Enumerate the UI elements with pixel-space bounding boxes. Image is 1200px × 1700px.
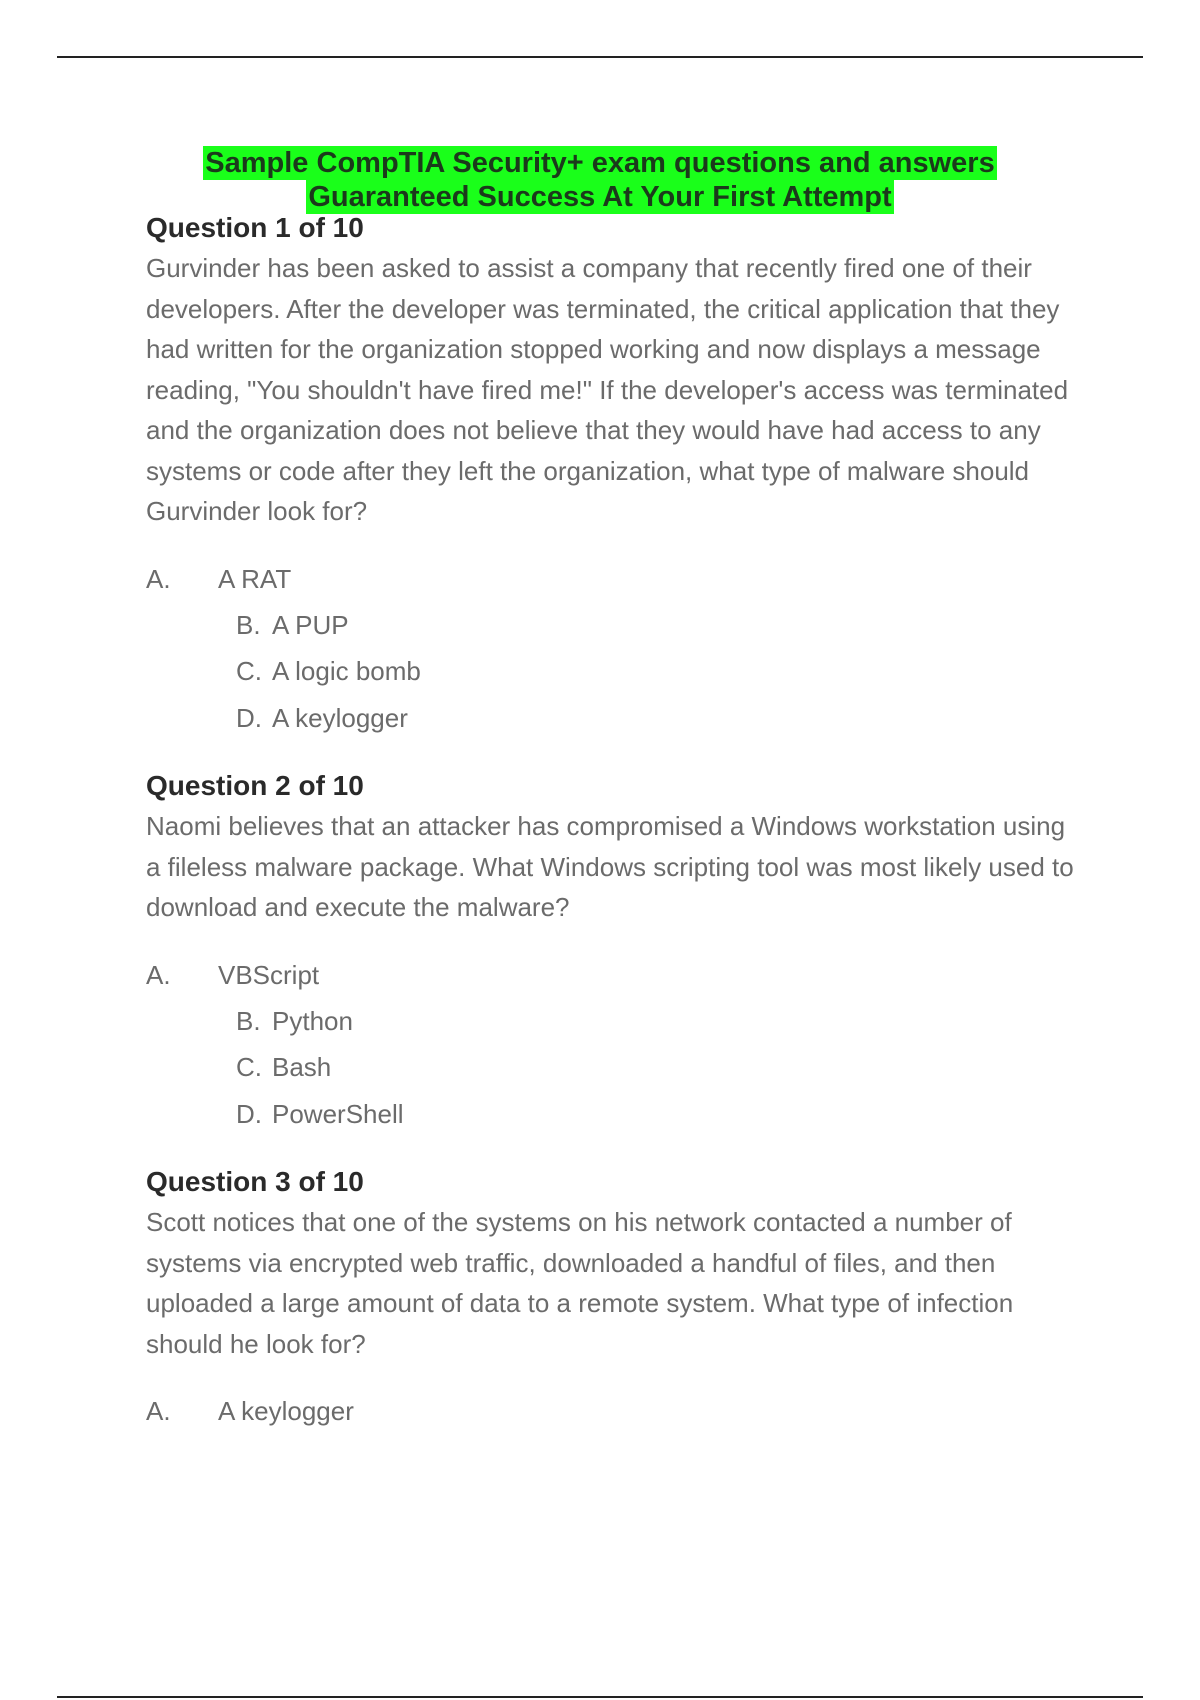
- option-letter: B.: [236, 1005, 261, 1036]
- question-heading: Question 3 of 10: [146, 1166, 364, 1197]
- option-d: [236, 695, 1076, 742]
- question-heading: Question 2 of 10: [146, 770, 364, 801]
- option-letter: A.: [146, 1396, 171, 1426]
- title-line-2: Guaranteed Success At Your First Attempt: [308, 181, 892, 213]
- top-rule: [57, 56, 1143, 58]
- option-b: [236, 998, 1076, 1045]
- question-1: [146, 210, 1076, 741]
- question-heading: Question 1 of 10: [146, 212, 364, 243]
- option-text: A logic bomb: [272, 656, 421, 686]
- option-b: [236, 602, 1076, 649]
- option-list: [236, 602, 1076, 742]
- title-line-1: Sample CompTIA Security+ exam questions and answers: [205, 147, 995, 179]
- option-a: [146, 556, 1076, 602]
- option-text: A PUP: [272, 609, 349, 640]
- option-letter: D.: [236, 1098, 262, 1129]
- option-letter: A.: [146, 959, 171, 990]
- option-letter: C.: [236, 656, 262, 686]
- option-text: A keylogger: [272, 702, 408, 733]
- option-letter: D.: [236, 702, 262, 733]
- document-title: [0, 146, 1200, 214]
- option-d: [236, 1091, 1076, 1138]
- option-text: PowerShell: [272, 1098, 404, 1129]
- bottom-rule: [57, 1696, 1143, 1698]
- option-text: A keylogger: [218, 1396, 354, 1426]
- option-letter: A.: [146, 563, 171, 594]
- option-a: [146, 1388, 1076, 1434]
- option-text: Python: [272, 1005, 353, 1036]
- question-text: Gurvinder has been asked to assist a company that recently fired one of their developers. After the developer was terminated, the critical application that they had written for the organization stopped working and now displays a message reading, "You shouldn't have fired me!" If the developer's access was terminated and the organization does not believe that they would have had access to any systems or code after they left the organization, what type of malware should Gurvinder look for?: [146, 253, 1069, 526]
- option-letter: B.: [236, 609, 261, 640]
- option-text: Bash: [272, 1052, 332, 1082]
- option-text: VBScript: [218, 959, 320, 990]
- question-3: [146, 1164, 1076, 1434]
- option-c: [236, 1044, 1076, 1091]
- question-text: Scott notices that one of the systems on his network contacted a number of systems via encrypted web traffic, downloaded a handful of files, and then uploaded a large amount of data to a remote system. What type of infection should he look for?: [146, 1207, 1014, 1359]
- option-list: [236, 998, 1076, 1138]
- option-c: [236, 648, 1076, 695]
- question-2: [146, 768, 1076, 1137]
- option-letter: C.: [236, 1052, 262, 1082]
- question-text: Naomi believes that an attacker has compromised a Windows workstation using a fileless malware package. What Windows scripting tool was most likely used to download and execute the malware?: [146, 811, 1074, 922]
- option-text: A RAT: [218, 563, 292, 594]
- option-a: [146, 952, 1076, 998]
